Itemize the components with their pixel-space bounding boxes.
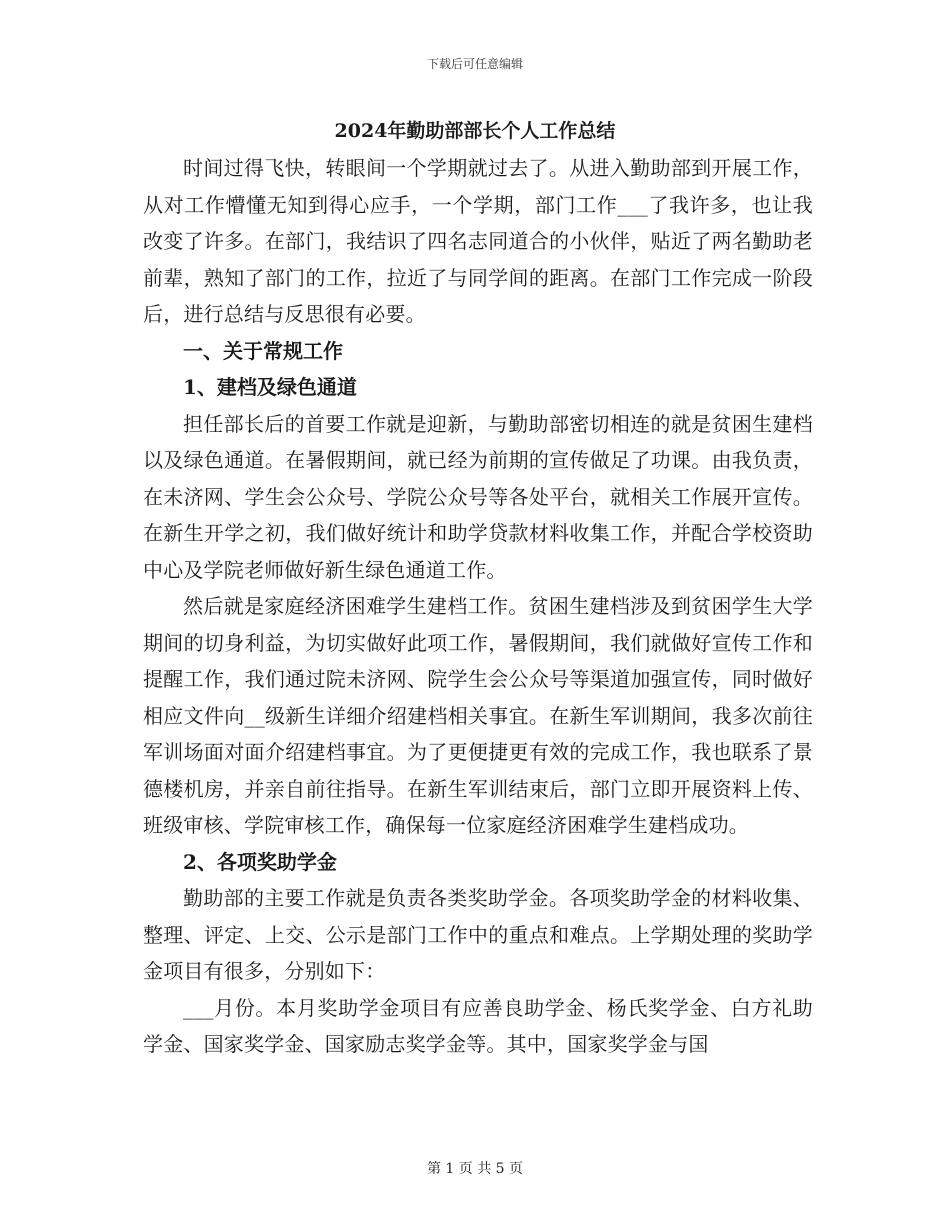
- paragraph-intro: 时间过得飞快，转眼间一个学期就过去了。从进入勤助部到开展工作，从对工作懵懂无知到得心应手，一个学期，部门工作___了我许多，也让我改变了许多。在部门，我结识了四名志同道合的小伙伴，贴近了两名勤助老前辈，熟知了部门的工作，拉近了与同学间的距离。在部门工作完成一阶段后，进行总结与反思很有必要。: [143, 156, 813, 326]
- paragraph-month: ___月份。本月奖助学金项目有应善良助学金、杨氏奖学金、白方礼助学金、国家奖学金、国家励志奖学金等。其中，国家奖学金与国: [143, 995, 813, 1056]
- document-title: 2024年勤助部部长个人工作总结: [334, 120, 616, 142]
- subsection-heading-scholarships: 2、各项奖助学金: [183, 849, 337, 874]
- section-heading-routine-work: 一、关于常规工作: [183, 338, 343, 363]
- subsection-heading-archives: 1、建档及绿色通道: [183, 375, 357, 399]
- paragraph-archives: 担任部长后的首要工作就是迎新，与勤助部密切相连的就是贫困生建档以及绿色通道。在暑假期间，就已经为前期的宣传做足了功课。由我负责，在未济网、学生会公众号、学院公众号等各处平台，就相关工作展开宣传。在新生开学之初，我们做好统计和助学贷款材料收集工作，并配合学校资助中心及学院老师做好新生绿色通道工作。: [143, 411, 813, 582]
- paragraph-poor-student-archives: 然后就是家庭经济困难学生建档工作。贫困生建档涉及到贫困学生大学期间的切身利益，为切实做好此项工作，暑假期间，我们就做好宣传工作和提醒工作，我们通过院未济网、院学生会公众号等渠道加强宣传，同时做好相应文件向__级新生详细介绍建档相关事宜。在新生军训期间，我多次前往军训场面对面介绍建档事宜。为了更便捷更有效的完成工作，我也联系了景德楼机房，并亲自前往指导。在新生军训结束后，部门立即开展资料上传、班级审核、学院审核工作，确保每一位家庭经济困难学生建档成功。: [143, 594, 813, 837]
- page-indicator: 第 1 页 共 5 页: [426, 1161, 524, 1177]
- paragraph-scholarships: 勤助部的主要工作就是负责各类奖助学金。各项奖助学金的材料收集、整理、评定、上交、公示是部门工作中的重点和难点。上学期处理的奖助学金项目有很多，分别如下：: [143, 886, 813, 983]
- header-note: 下载后可任意编辑: [426, 57, 523, 71]
- document-body: [143, 150, 813, 1063]
